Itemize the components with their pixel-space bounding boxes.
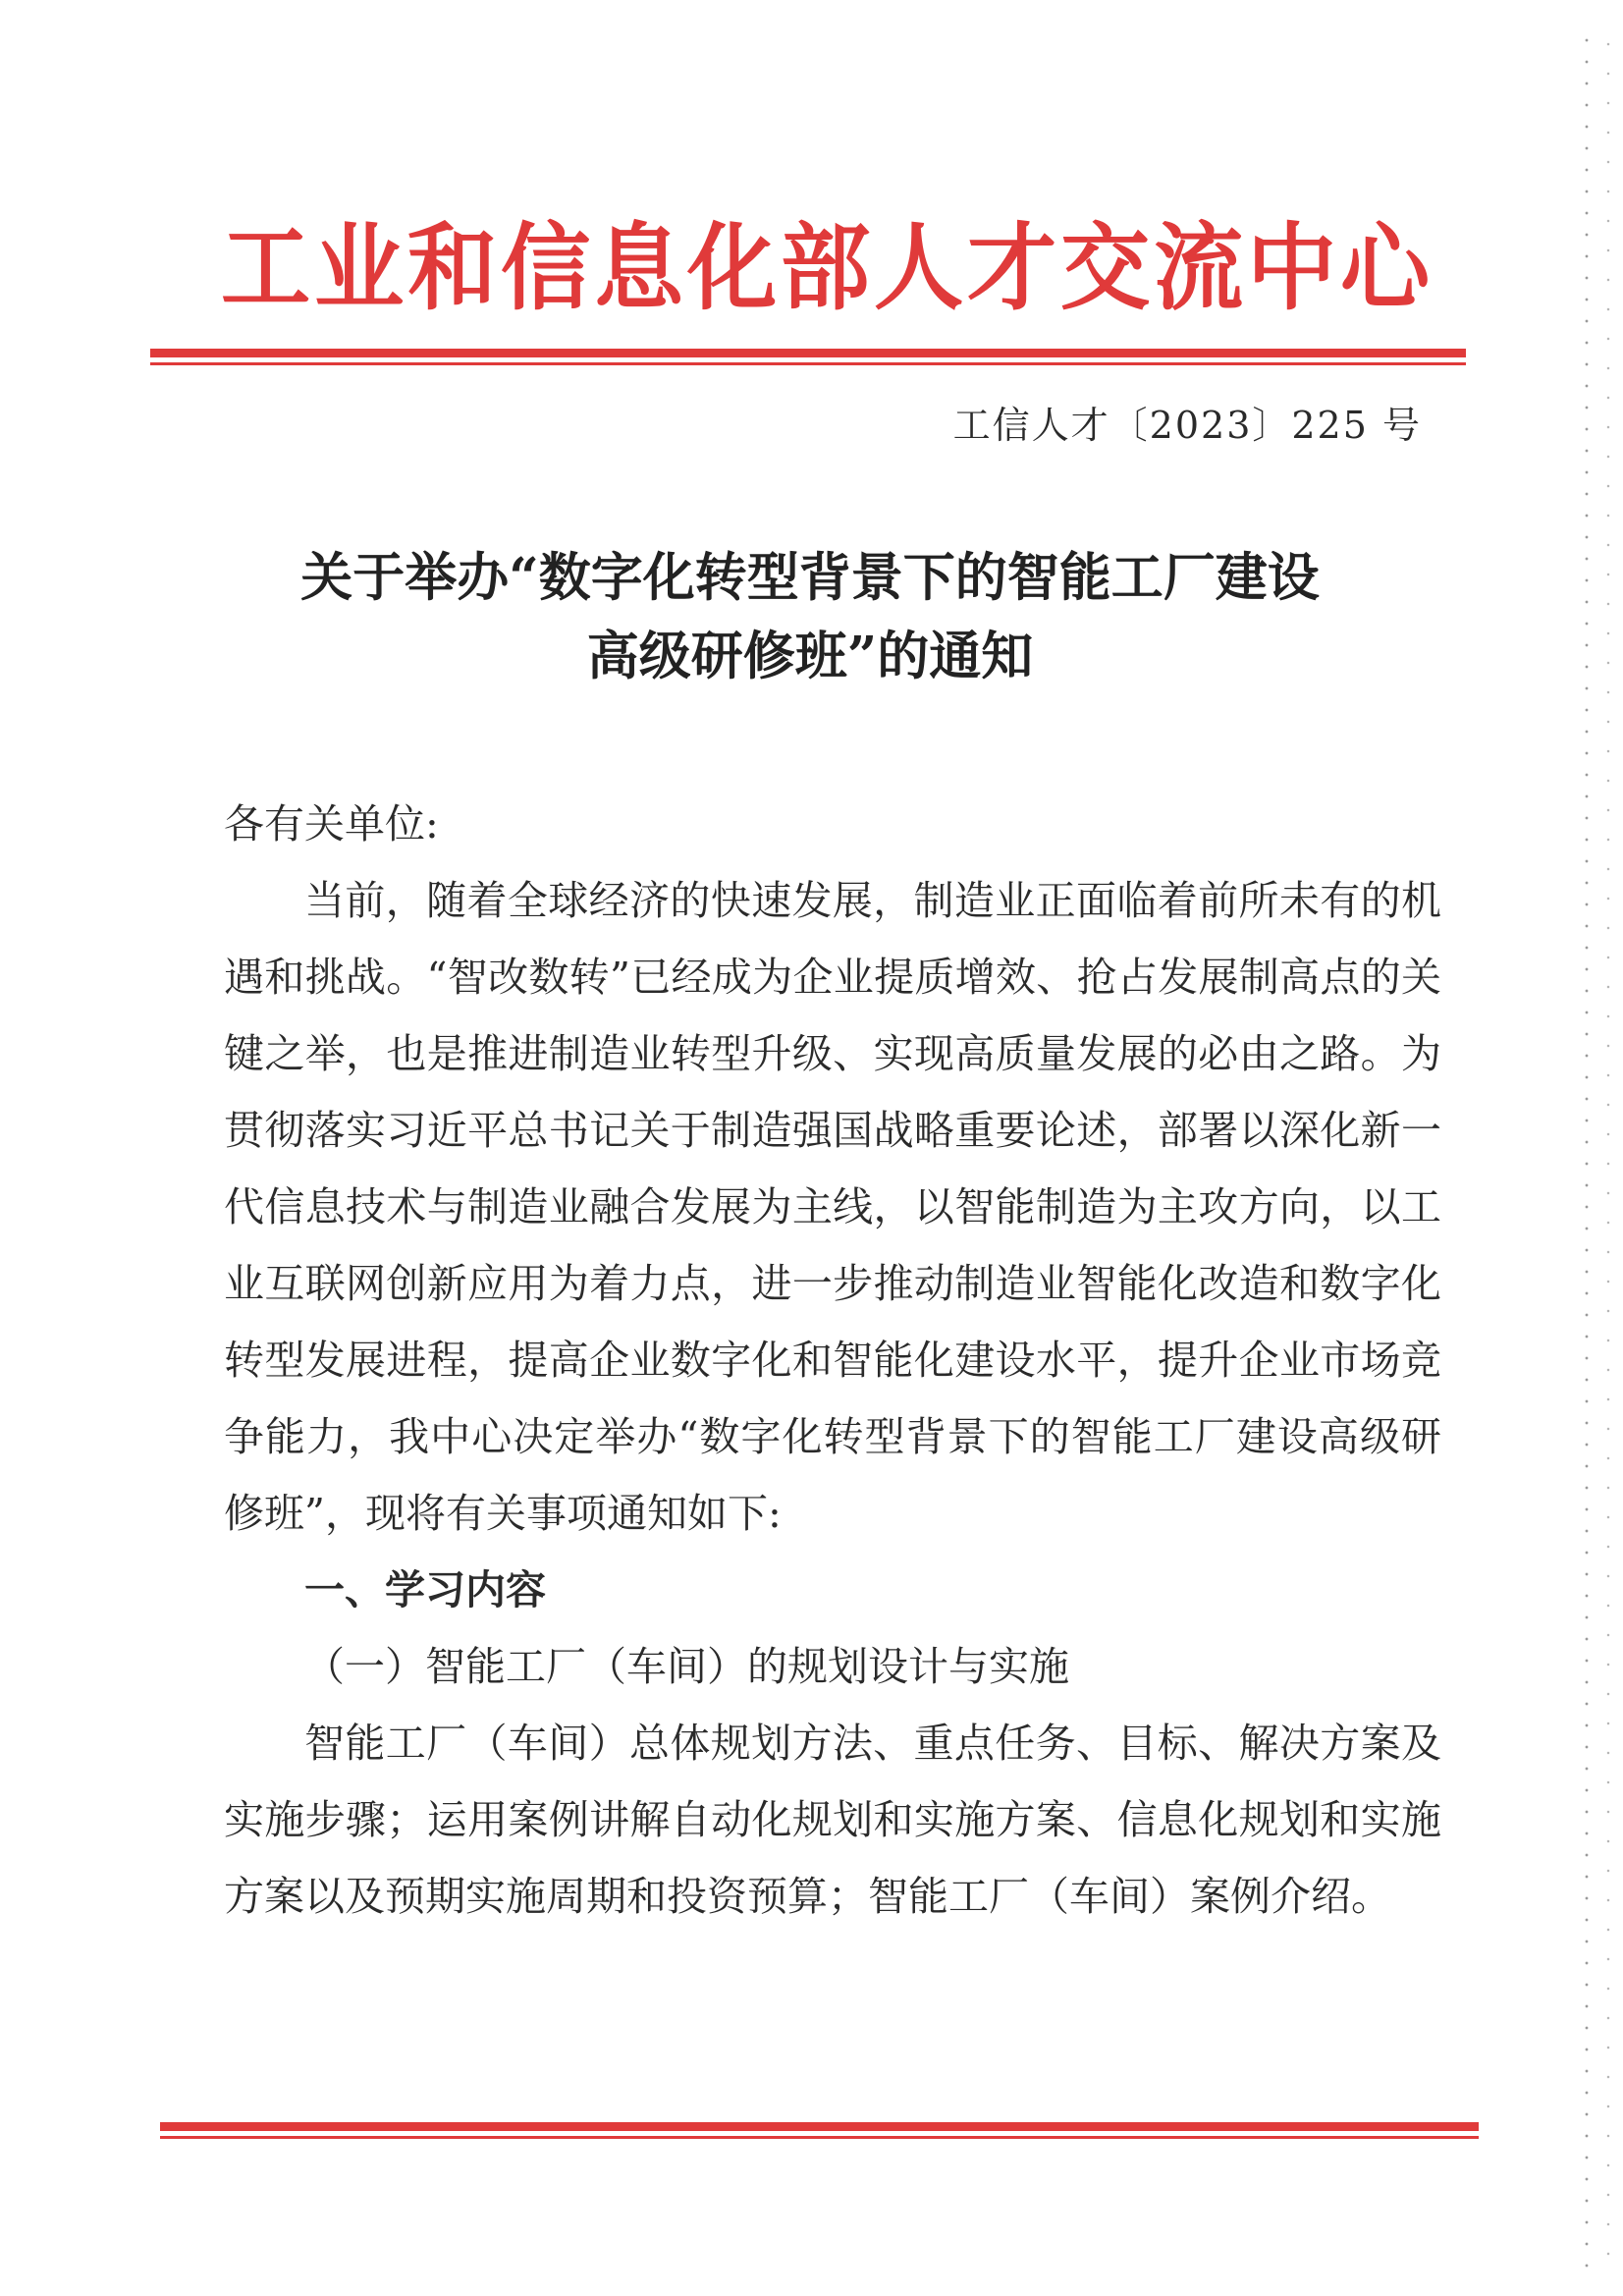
binding-margin-dots-secondary [1606, 29, 1610, 2278]
header-red-rule-thin [150, 362, 1466, 365]
footer-red-rule-thin [160, 2136, 1479, 2139]
document-number: 工信人才〔2023〕225 号 [952, 404, 1422, 447]
document-body [224, 786, 1441, 1935]
subsection-heading-smart-factory-planning: （一）智能工厂（车间）的规划设计与实施 [304, 1643, 1069, 1690]
subsection-paragraph: 智能工厂（车间）总体规划方法、重点任务、目标、解决方案及实施步骤；运用案例讲解自动化规划和实施方案、信息化规划和实施方案以及预期实施周期和投资预算；智能工厂（车间）案例介绍。 [224, 1720, 1441, 1920]
header-red-rule-thick [150, 349, 1466, 357]
notice-title-line-1: 关于举办“数字化转型背景下的智能工厂建设 [300, 547, 1320, 608]
organization-header: 工业和信息化部人才交流中心 [221, 212, 1434, 323]
intro-paragraph: 当前，随着全球经济的快速发展，制造业正面临着前所未有的机遇和挑战。“智改数转”已经成为企业提质增效、抢占发展制高点的关键之举，也是推进制造业转型升级、实现高质量发展的必由之路。为贯彻落实习近平总书记关于制造强国战略重要论述，部署以深化新一代信息技术与制造业融合发展为主线，以智能制造为主攻方向，以工业互联网创新应用为着力点，进一步推动制造业智能化改造和数字化转型发展进程，提高企业数字化和智能化建设水平，提升企业市场竞争能力，我中心决定举办“数字化转型背景下的智能工厂建设高级研修班”，现将有关事项通知如下: [224, 877, 1441, 1537]
binding-margin-dots [1585, 29, 1589, 2278]
notice-title-line-2: 高级研修班”的通知 [586, 626, 1034, 686]
section-heading-learning-content: 一、学习内容 [304, 1566, 546, 1613]
footer-red-rule-thick [160, 2122, 1479, 2131]
salutation: 各有关单位: [224, 800, 439, 847]
notice-title [147, 538, 1473, 695]
